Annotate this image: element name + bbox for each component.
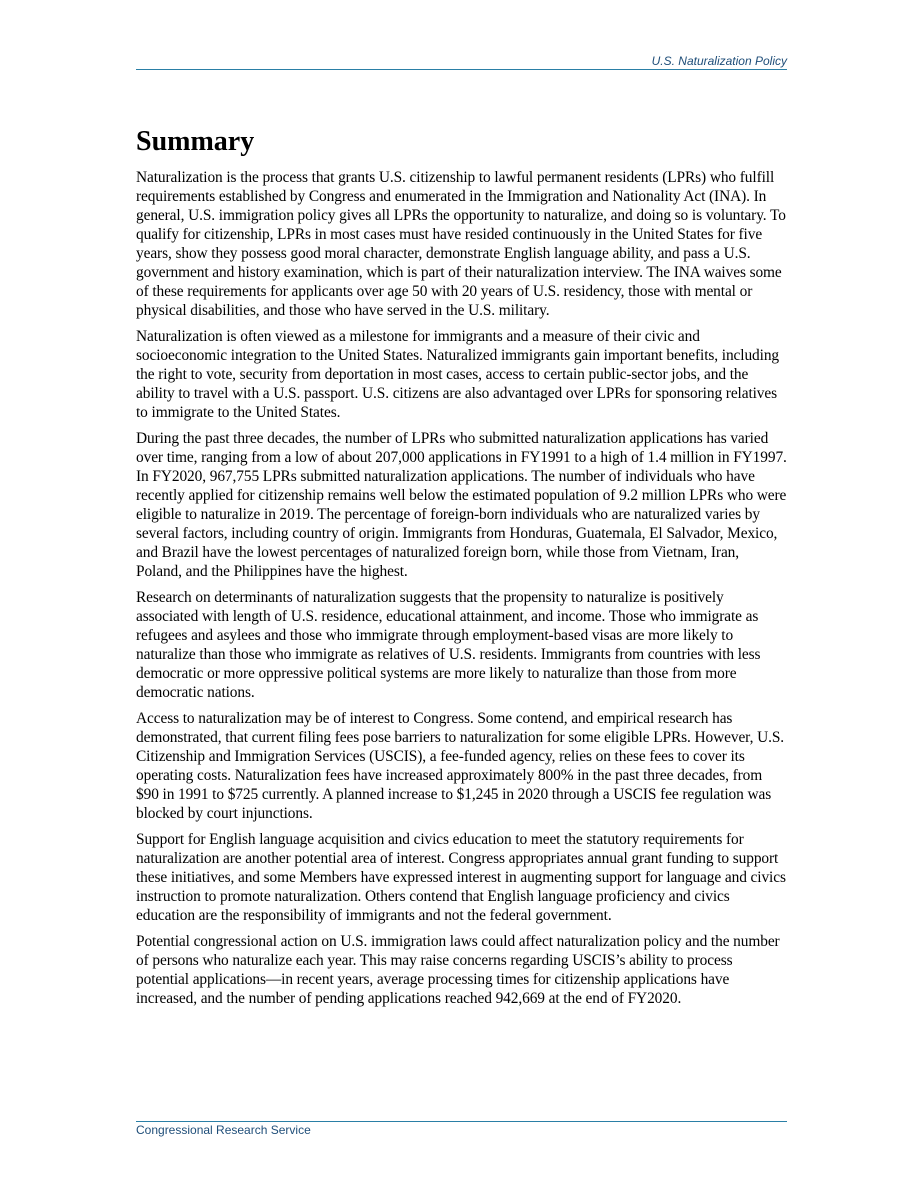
summary-paragraph-6: Support for English language acquisition and civics education to meet the statutory requirements for naturalization are another potential area of interest. Congress appropriates annual grant funding to support these initiatives, and some Members have expressed interest in augmenting support for language and civics instruction to promote naturalization. Others contend that English language proficiency and civics education are the responsibility of immigrants and not the federal government.	[136, 831, 786, 924]
summary-paragraph-4: Research on determinants of naturalization suggests that the propensity to naturalize is positively associated with length of U.S. residence, educational attainment, and income. Those who immigrate as refugees and asylees and those who immigrate through employment-based visas are more likely to naturalize than those who immigrate as relatives of U.S. residents. Immigrants from countries with less democratic or more oppressive political systems are more likely to naturalize than those from more democratic nations.	[136, 589, 761, 701]
header-divider	[136, 69, 787, 70]
summary-paragraph-3: During the past three decades, the number of LPRs who submitted naturalization applications has varied over time, ranging from a low of about 207,000 applications in FY1991 to a high of 1.4 million in FY1997. In FY2020, 967,755 LPRs submitted naturalization applications. The number of individuals who have recently applied for citizenship remains well below the estimated population of 9.2 million LPRs who were eligible to naturalize in 2019. The percentage of foreign-born individuals who are naturalized varies by several factors, including country of origin. Immigrants from Honduras, Guatemala, El Salvador, Mexico, and Brazil have the lowest percentages of naturalized foreign born, while those from Vietnam, Iran, Poland, and the Philippines have the highest.	[136, 430, 787, 580]
summary-paragraph-7: Potential congressional action on U.S. immigration laws could affect naturalization policy and the number of persons who naturalize each year. This may raise concerns regarding USCIS’s ability to process potential applications—in recent years, average processing times for citizenship applications have increased, and the number of pending applications reached 942,669 at the end of FY2020.	[136, 933, 780, 1007]
summary-paragraph-5: Access to naturalization may be of interest to Congress. Some contend, and empirical research has demonstrated, that current filing fees pose barriers to naturalization for some eligible LPRs. However, U.S. Citizenship and Immigration Services (USCIS), a fee-funded agency, relies on these fees to cover its operating costs. Naturalization fees have increased approximately 800% in the past three decades, from $90 in 1991 to $725 currently. A planned increase to $1,245 in 2020 through a USCIS fee regulation was blocked by court injunctions.	[136, 710, 785, 822]
document-body	[136, 124, 788, 1015]
footer-divider	[136, 1121, 787, 1122]
page-title: Summary	[136, 126, 255, 157]
summary-paragraph-1: Naturalization is the process that grants U.S. citizenship to lawful permanent residents (LPRs) who fulfill requirements established by Congress and enumerated in the Immigration and Nationality Act (INA). In general, U.S. immigration policy gives all LPRs the opportunity to naturalize, and doing so is voluntary. To qualify for citizenship, LPRs in most cases must have resided continuously in the United States for five years, show they possess good moral character, demonstrate English language ability, and pass a U.S. government and history examination, which is part of their naturalization interview. The INA waives some of these requirements for applicants over age 50 with 20 years of U.S. residency, those with mental or physical disabilities, and those who have served in the U.S. military.	[136, 169, 786, 319]
summary-paragraph-2: Naturalization is often viewed as a milestone for immigrants and a measure of their civic and socioeconomic integration to the United States. Naturalized immigrants gain important benefits, including the right to vote, security from deportation in most cases, access to certain public-sector jobs, and the ability to travel with a U.S. passport. U.S. citizens are also advantaged over LPRs for sponsoring relatives to immigrate to the United States.	[136, 328, 780, 421]
footer-organization: Congressional Research Service	[136, 1123, 311, 1137]
running-header-title: U.S. Naturalization Policy	[651, 54, 787, 68]
